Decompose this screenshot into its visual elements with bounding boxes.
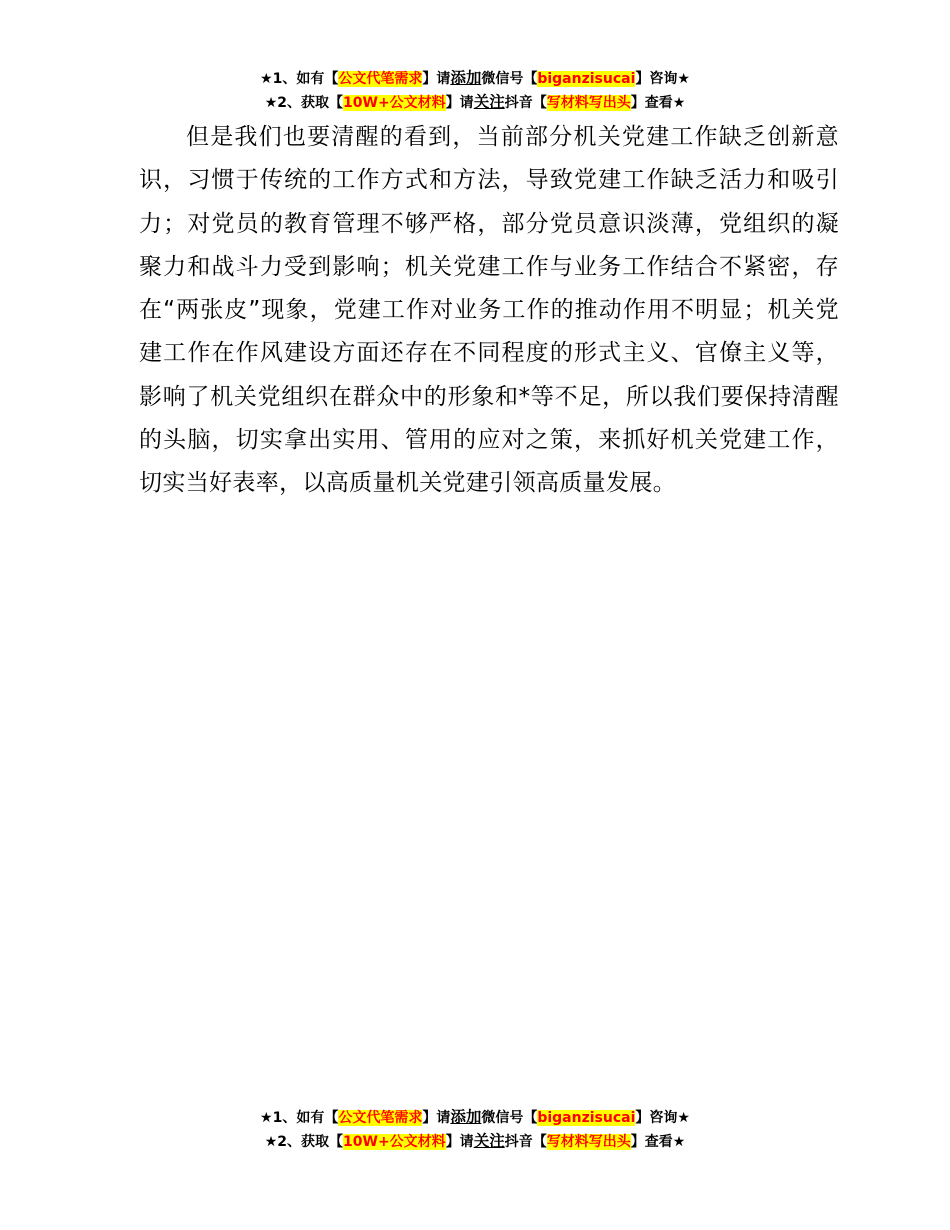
promo-line-2-middle-2: 抖音【 [504,1134,547,1150]
promo-line-2-emphasis: 关注 [473,93,505,111]
promo-line-1-middle: 】请 [422,71,451,87]
promo-line-1-prefix: ★1、如有【 [260,71,339,87]
promo-line-2-prefix: ★2、获取【 [264,1134,344,1150]
promo-line-1 [0,1106,950,1130]
promo-line-2-prefix: ★2、获取【 [264,95,344,111]
promo-line-2-highlight-douyin: 写材料写出头 [546,95,631,111]
promo-line-2-suffix: 】查看★ [630,95,686,111]
promo-line-2-middle: 】请 [445,1134,474,1150]
promo-line-1-prefix: ★1、如有【 [260,1110,339,1126]
promo-line-2-middle-2: 抖音【 [504,95,547,111]
promo-banner-top [0,67,950,115]
promo-line-1-suffix: 】咨询★ [635,71,690,87]
promo-line-2 [0,91,950,115]
promo-line-1-emphasis: 添加 [450,1108,482,1126]
promo-line-2-middle: 】请 [445,95,474,111]
promo-line-1-highlight-wechat: biganzisucai [537,1110,636,1126]
promo-line-2-highlight-materials: 10W+公文材料 [343,95,446,111]
promo-line-1 [0,67,950,91]
promo-line-1-highlight-service: 公文代笔需求 [338,71,423,87]
promo-line-1-middle-2: 微信号【 [481,1110,538,1126]
promo-line-1-middle-2: 微信号【 [481,71,538,87]
promo-line-2 [0,1130,950,1154]
promo-line-2-suffix: 】查看★ [630,1134,686,1150]
document-paragraph: 但是我们也要清醒的看到，当前部分机关党建工作缺乏创新意识，习惯于传统的工作方式和方法，导致党建工作缺乏活力和吸引力；对党员的教育管理不够严格，部分党员意识淡薄，党组织的凝聚力和战斗力受到影响；机关党建工作与业务工作结合不紧密，存在“两张皮”现象，党建工作对业务工作的推动作用不明显；机关党建工作在作风建设方面还存在不同程度的形式主义、官僚主义等，影响了机关党组织在群众中的形象和*等不足，所以我们要保持清醒的头脑，切实拿出实用、管用的应对之策，来抓好机关党建工作，切实当好表率，以高质量机关党建引领高质量发展。 [139,124,839,497]
promo-line-2-highlight-douyin: 写材料写出头 [546,1134,631,1150]
promo-banner-bottom [0,1106,950,1154]
promo-line-1-highlight-service: 公文代笔需求 [338,1110,423,1126]
promo-line-1-middle: 】请 [422,1110,451,1126]
promo-line-1-emphasis: 添加 [450,69,482,87]
promo-line-2-emphasis: 关注 [473,1132,505,1150]
promo-line-2-highlight-materials: 10W+公文材料 [343,1134,446,1150]
promo-line-1-suffix: 】咨询★ [635,1110,690,1126]
promo-line-1-highlight-wechat: biganzisucai [537,71,636,87]
